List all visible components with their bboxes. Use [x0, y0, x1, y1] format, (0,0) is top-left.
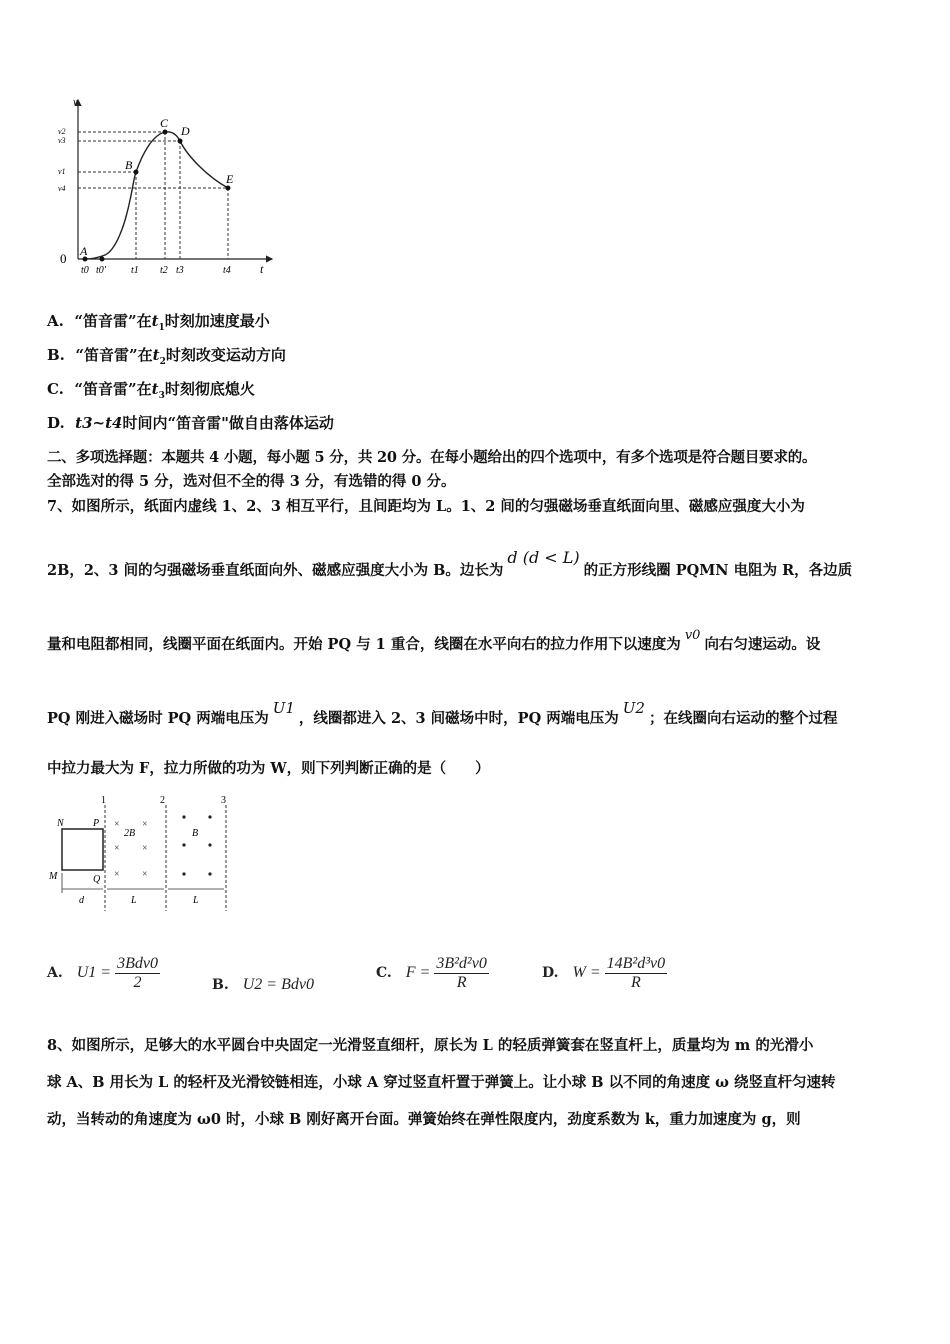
- svg-text:×: ×: [114, 869, 120, 880]
- t-label-t2: t2: [160, 265, 168, 276]
- point-label-d: D: [181, 124, 190, 138]
- q6-option-a: A. “笛音雷”在$t_1$时刻加速度最小: [47, 312, 270, 333]
- svg-text:×: ×: [114, 843, 120, 854]
- line-label-1: 1: [101, 795, 106, 806]
- dim-label-d: d: [79, 895, 84, 906]
- q7-line4: PQ 刚进入磁场时 PQ 两端电压为U1，线圈都进入 2、3 间磁场中时，PQ 两端电压为U2；在线圈向右运动的整个过程: [47, 699, 838, 727]
- q6-option-c: C. “笛音雷”在$t_3$时刻彻底熄火: [47, 380, 255, 401]
- corner-label-n: N: [57, 818, 64, 829]
- point-label-c: C: [160, 116, 169, 130]
- point-e-dot: [226, 186, 231, 191]
- q7-line5: 中拉力最大为 F，拉力所做的功为 W，则下列判断正确的是（ ）: [47, 760, 490, 777]
- q7-line1: 7、如图所示，纸面内虚线 1、2、3 相互平行，且间距均为 L。1、2 间的匀强磁场垂直纸面向里、磁感应强度大小为: [47, 498, 805, 515]
- coil-pqmn: [62, 829, 103, 870]
- line-label-3: 3: [221, 795, 226, 806]
- v-axis-label: v: [73, 97, 78, 108]
- velocity-curve: [85, 132, 228, 259]
- v-label-v3: v3: [58, 136, 66, 145]
- point-label-a: A: [80, 244, 88, 258]
- svg-text:×: ×: [142, 843, 148, 854]
- q8-line1: 8、如图所示，足够大的水平圆台中央固定一光滑竖直细杆，原长为 L 的轻质弹簧套在竖直杆上，质量均为 m 的光滑小: [47, 1037, 814, 1054]
- t-label-t0p: t0': [96, 265, 106, 276]
- t-axis-label: t: [260, 262, 264, 276]
- point-label-b: B: [125, 158, 133, 172]
- field-label-b: B: [192, 828, 199, 839]
- velocity-time-graph: [50, 95, 280, 280]
- t-label-t3: t3: [176, 265, 184, 276]
- dim-label-l1: L: [131, 895, 137, 906]
- corner-label-p: P: [93, 818, 100, 829]
- point-b-dot: [134, 170, 139, 175]
- field-label-2b: 2B: [124, 828, 136, 839]
- svg-text:×: ×: [142, 869, 148, 880]
- svg-text:×: ×: [142, 819, 148, 830]
- q6-option-b: B. “笛音雷”在$t_2$时刻改变运动方向: [47, 346, 286, 367]
- line-label-2: 2: [160, 795, 165, 806]
- v-label-v1: v1: [58, 167, 66, 176]
- point-d-dot: [178, 139, 183, 144]
- q7-option-a: A. U1 = $\frac{\text{3Bdv0}}{2}$: [47, 955, 158, 991]
- q6-option-d: D. t3~t4时间内“笛音雷"做自由落体运动: [47, 414, 334, 432]
- point-label-e: E: [226, 172, 234, 186]
- q7-line2: 2B，2、3 间的匀强磁场垂直纸面向外、磁感应强度大小为 B。边长为d (d < L)的正方形线圈 PQMN 电阻为 R，各边质: [47, 548, 853, 579]
- svg-text:×: ×: [114, 819, 120, 830]
- corner-label-q: Q: [93, 874, 101, 885]
- dim-label-l2: L: [193, 895, 199, 906]
- v-label-v2: v2: [58, 127, 66, 136]
- magnetic-field-figure: [45, 793, 240, 913]
- section2-line2: 全部选对的得 5 分，选对但不全的得 3 分，有选错的得 0 分。: [47, 473, 456, 490]
- q7-option-b: B. U2 = Bdv0: [212, 976, 314, 993]
- q8-line2: 球 A、B 用长为 L 的轻杆及光滑铰链相连，小球 A 穿过竖直杆置于弹簧上。让小球 B 以不同的角速度 ω 绕竖直杆匀速转: [47, 1074, 836, 1091]
- q7-option-d: D. W = $\frac{\text{14B²d³v0}}{R}$: [542, 955, 666, 991]
- q8-line3: 动，当转动的角速度为 ω0 时，小球 B 刚好离开台面。弹簧始终在弹性限度内，劲度系数为 k，重力加速度为 g，则: [47, 1111, 801, 1128]
- t-label-t0: t0: [81, 265, 89, 276]
- section2-line1: 二、多项选择题：本题共 4 小题，每小题 5 分，共 20 分。在每小题给出的四个选项中，有多个选项是符合题目要求的。: [47, 449, 817, 466]
- t-label-t1: t1: [131, 265, 139, 276]
- point-c-dot: [163, 130, 168, 135]
- point-t0p-dot: [100, 257, 105, 262]
- origin-label: 0: [60, 251, 67, 266]
- q7-option-c: C. F = $\frac{\text{3B²d²v0}}{R}$: [376, 955, 487, 991]
- t-label-t4: t4: [223, 265, 231, 276]
- v-label-v4: v4: [58, 184, 66, 193]
- q7-line3: 量和电阻都相同，线圈平面在纸面内。开始 PQ 与 1 重合，线圈在水平向右的拉力作用下以速度为v0向右匀速运动。设: [47, 628, 821, 653]
- corner-label-m: M: [49, 871, 58, 882]
